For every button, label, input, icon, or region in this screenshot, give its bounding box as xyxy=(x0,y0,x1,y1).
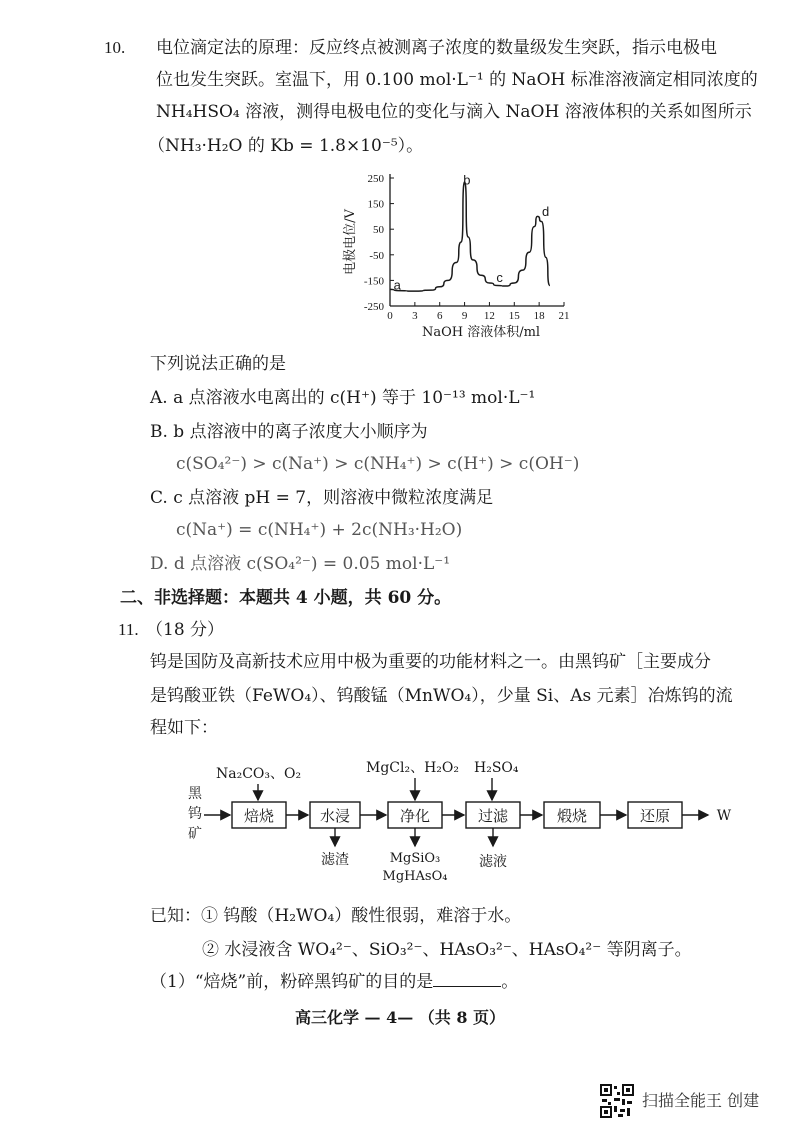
answer-blank xyxy=(433,970,501,987)
question-11-line3: 程如下： xyxy=(150,718,218,738)
step-leach: 水浸 xyxy=(319,807,351,825)
point-label-a: a xyxy=(393,277,401,293)
y-tick-label: -250 xyxy=(363,301,384,313)
qr-code-icon xyxy=(600,1084,634,1118)
x-tick-label: 0 xyxy=(387,310,393,322)
page-footer: 高三化学 — 4— （共 8 页） xyxy=(294,1008,506,1027)
x-tick-label: 21 xyxy=(558,310,570,322)
potential-chart xyxy=(342,166,578,350)
reagent-3: H₂SO₄ xyxy=(474,760,519,776)
step-reduce: 还原 xyxy=(639,807,671,825)
option-d: D. d 点溶液 c(SO₄²⁻) = 0.05 mol·L⁻¹ xyxy=(150,554,451,574)
reagent-1: Na₂CO₃、O₂ xyxy=(216,766,302,782)
residue-1: 滤渣 xyxy=(321,852,349,868)
question-11-line1: 钨是国防及高新技术应用中极为重要的功能材料之一。由黑钨矿［主要成分 xyxy=(150,652,711,672)
known-1: 已知：① 钨酸（H₂WO₄）酸性很弱，难溶于水。 xyxy=(150,906,522,926)
x-tick-label: 18 xyxy=(533,310,545,322)
option-a: A. a 点溶液水电离出的 c(H⁺) 等于 10⁻¹³ mol·L⁻¹ xyxy=(150,388,536,408)
sub-question-1-text: （1）“焙烧”前，粉碎黑钨矿的目的是 xyxy=(150,972,434,992)
question-10-line4: （NH₃·H₂O 的 Kb = 1.8×10⁻⁵）。 xyxy=(148,136,424,156)
option-c: C. c 点溶液 pH = 7，则溶液中微粒浓度满足 xyxy=(150,488,494,508)
question-10-line2: 位也发生突跃。室温下，用 0.100 mol·L⁻¹ 的 NaOH 标准溶液滴定相同浓度的 xyxy=(156,70,758,90)
step-purify: 净化 xyxy=(399,807,431,825)
option-c-relation: c(Na⁺) = c(NH₄⁺) + 2c(NH₃·H₂O) xyxy=(176,520,463,540)
question-11-score: （18 分） xyxy=(146,620,225,640)
sub-question-1-end: 。 xyxy=(501,972,519,992)
x-tick-label: 3 xyxy=(412,310,418,322)
sub-question-1 xyxy=(150,970,518,994)
y-tick-label: 50 xyxy=(373,224,384,237)
question-11-line2: 是钨酸亚铁（FeWO₄）、钨酸锰（MnWO₄），少量 Si、As 元素］冶炼钨的流 xyxy=(150,686,733,706)
x-tick-label: 12 xyxy=(483,310,495,322)
known-2: ② 水浸液含 WO₄²⁻、SiO₃²⁻、HAsO₃²⁻、HAsO₄²⁻ 等阴离子。 xyxy=(202,940,692,960)
step-roast: 焙烧 xyxy=(243,807,275,825)
question-11-number: 11. xyxy=(118,620,139,639)
y-tick-label: 250 xyxy=(367,173,384,185)
x-tick-label: 15 xyxy=(508,310,520,322)
question-10-line3: NH₄HSO₄ 溶液，测得电极电位的变化与滴入 NaOH 溶液体积的关系如图所示 xyxy=(156,102,752,122)
option-b-order: c(SO₄²⁻) > c(Na⁺) > c(NH₄⁺) > c(H⁺) > c(OH⁻) xyxy=(176,454,580,474)
y-tick-label: -150 xyxy=(363,275,384,288)
residue-3: 滤液 xyxy=(479,854,507,870)
reagent-2: MgCl₂、H₂O₂ xyxy=(366,760,460,776)
x-axis-label: NaOH 溶液体积/ml xyxy=(421,325,541,340)
option-b: B. b 点溶液中的离子浓度大小顺序为 xyxy=(150,422,428,442)
y-tick-label: 150 xyxy=(367,198,384,211)
potential-curve xyxy=(390,182,550,291)
y-axis-label: 电极电位/V xyxy=(343,209,358,275)
step-calcine: 煅烧 xyxy=(556,807,588,825)
point-label-d: d xyxy=(541,203,550,219)
residue-2b: MgHAsO₄ xyxy=(382,869,448,884)
x-tick-label: 6 xyxy=(436,310,443,322)
point-label-b: b xyxy=(463,172,471,188)
step-filter: 过滤 xyxy=(477,807,509,825)
residue-2a: MgSiO₃ xyxy=(389,851,441,866)
scanner-watermark: 扫描全能王 创建 xyxy=(642,1091,760,1110)
question-10-prompt: 下列说法正确的是 xyxy=(150,354,286,374)
process-flowchart xyxy=(180,752,740,892)
y-tick-label: -50 xyxy=(369,249,384,262)
x-tick-label: 9 xyxy=(461,310,468,322)
raw-material-label: 黑 钨 矿 xyxy=(188,786,202,842)
question-10-line1: 电位滴定法的原理：反应终点被测离子浓度的数量级发生突跃，指示电极电 xyxy=(156,38,717,58)
question-10-number: 10. xyxy=(104,38,126,57)
product-w: W xyxy=(716,808,732,824)
section-2-heading: 二、非选择题：本题共 4 小题，共 60 分。 xyxy=(120,588,452,608)
point-label-c: c xyxy=(496,269,503,285)
